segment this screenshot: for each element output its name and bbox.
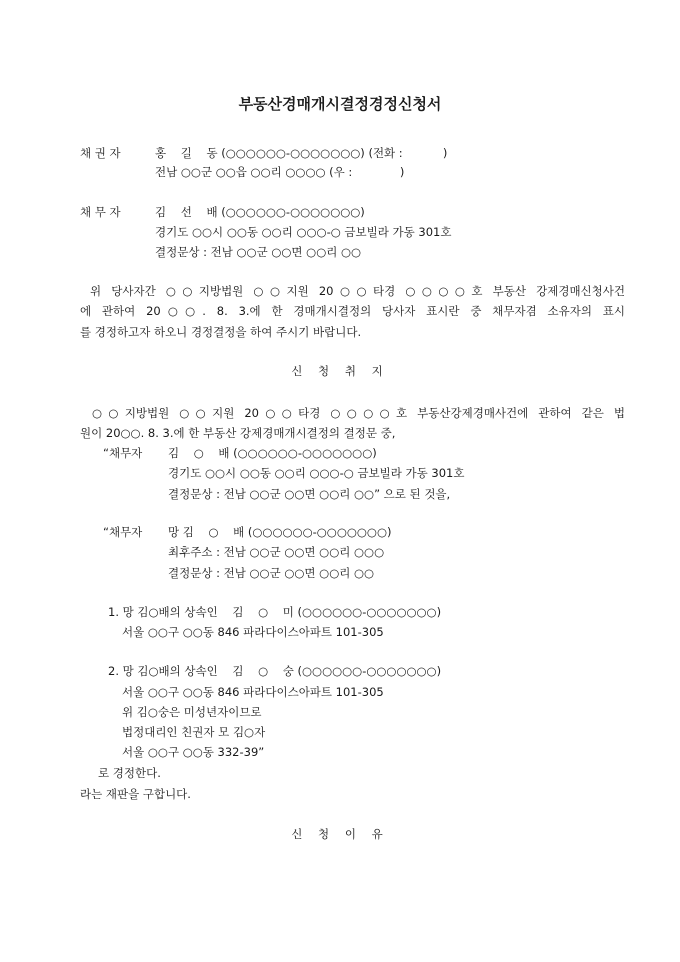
decision-line: 로 경정한다. [98,766,161,780]
creditor-label: 채 권 자 [80,146,121,160]
creditor-name-line: 홍 길 동 (○○○○○○-○○○○○○○) (전화 : ) [155,146,448,160]
heir-1-address: 서울 ○○구 ○○동 846 파라다이스아파트 101-305 [122,625,384,639]
quote-after-name-line: 망 김 ○ 배 (○○○○○○-○○○○○○○) [168,525,392,539]
reason-heading: 신 청 이 유 [291,827,389,841]
quote-after-registry-address: 결정문상 : 전남 ○○군 ○○면 ○○리 ○○ [168,566,375,580]
intro-line-2: 에 관하여 20○○. 8. 3.에 한 경매개시결정의 당사자 표시란 중 채무자겸 소유자의 표시 [80,304,625,318]
debtor-label: 채 무 자 [80,205,121,219]
quote-before-registry-address: 결정문상 : 전남 ○○군 ○○면 ○○리 ○○” 으로 된 것을, [168,487,451,501]
purpose-heading: 신 청 취 지 [291,364,389,378]
document-title: 부동산경매개시결정경정신청서 [238,95,442,113]
quote-after-label: “채무자 [103,525,143,539]
purpose-intro-line-2: 원이 20○○. 8. 3.에 한 부동산 강제경매개시결정의 결정문 중, [80,426,396,440]
debtor-name-line: 김 선 배 (○○○○○○-○○○○○○○) [155,205,365,219]
quote-after-last-address: 최후주소 : 전남 ○○군 ○○면 ○○리 ○○○ [168,545,385,559]
heir-2-address: 서울 ○○구 ○○동 846 파라다이스아파트 101-305 [122,685,384,699]
heir-1-line: 1. 망 김○배의 상속인 김 ○ 미 (○○○○○○-○○○○○○○) [108,605,442,619]
heir-2-line: 2. 망 김○배의 상속인 김 ○ 숭 (○○○○○○-○○○○○○○) [108,664,442,678]
request-line: 라는 재판을 구합니다. [80,787,191,801]
purpose-intro-line-1: ○○지방법원 ○○지원 20○○타경 ○○○○호 부동산강제경매사건에 관하여 같은 법 [92,406,625,420]
intro-line-3: 를 경정하고자 하오니 경정결정을 하여 주시기 바랍니다. [80,325,362,339]
intro-line-1: 위 당사자간 ○○지방법원 ○○지원 20○○타경 ○○○○호 부동산 강제경매신청사건 [90,284,625,298]
quote-before-label: “채무자 [103,446,143,460]
heir-2-guardian-address: 서울 ○○구 ○○동 332-39” [122,745,265,759]
debtor-registry-address: 결정문상 : 전남 ○○군 ○○면 ○○리 ○○ [155,245,362,259]
creditor-address: 전남 ○○군 ○○읍 ○○리 ○○○○ (우 : ) [155,165,405,179]
heir-2-minor-note: 위 김○숭은 미성년자이므로 [122,705,262,719]
heir-2-guardian: 법정대리인 친권자 모 김○자 [122,725,266,739]
quote-before-name-line: 김 ○ 배 (○○○○○○-○○○○○○○) [168,446,377,460]
debtor-address: 경기도 ○○시 ○○동 ○○리 ○○○-○ 금보빌라 가동 301호 [155,225,452,239]
quote-before-address: 경기도 ○○시 ○○동 ○○리 ○○○-○ 금보빌라 가동 301호 [168,466,465,480]
